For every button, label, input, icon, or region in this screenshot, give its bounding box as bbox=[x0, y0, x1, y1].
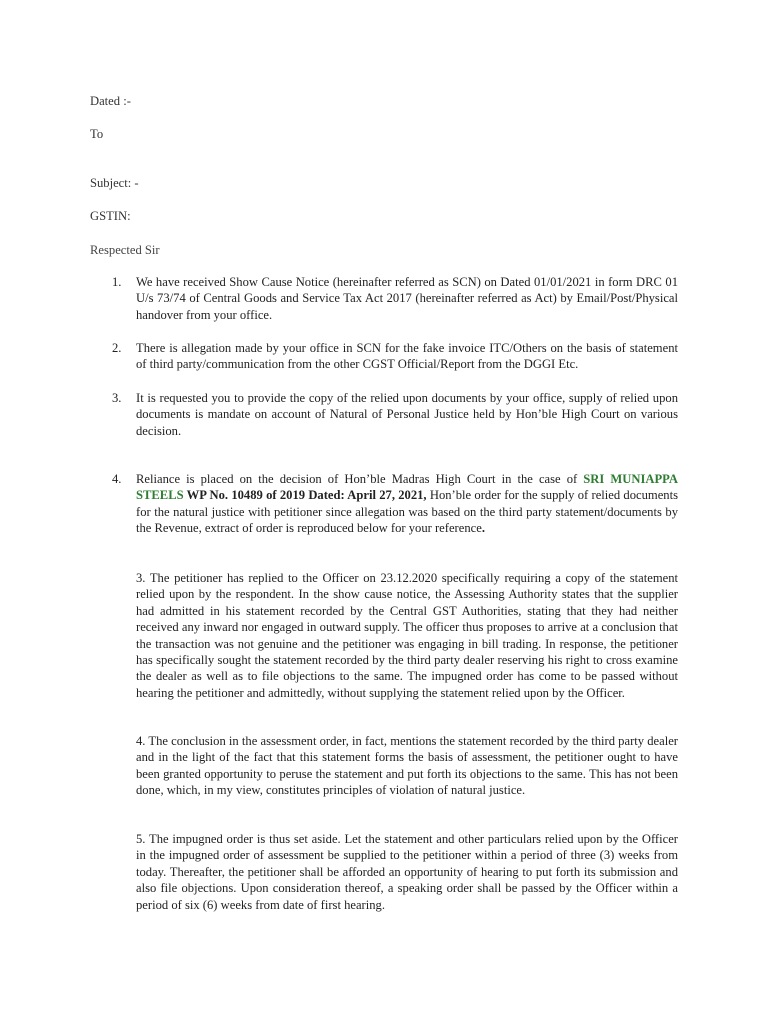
extract-paragraph-5: 5. The impugned order is thus set aside. Let the statement and other particulars relied upon by the Officer in the impugned order of assessment be supplied to the petitioner within a period of three (3) weeks from today. Thereafter, the petitioner shall be afforded an opportunity of hearing to put forth its submission and also file objections. Upon consideration thereof, a speaking order shall be passed by the Officer within a period of six (6) weeks from date of first hearing. bbox=[136, 832, 678, 912]
to-label: To bbox=[90, 127, 104, 141]
extract-paragraph-4: 4. The conclusion in the assessment order, in fact, mentions the statement recorded by the third party dealer and in the light of the fact that this statement forms the basis of assessment, the petitioner ought to have been granted opportunity to peruse the statement and put forth its objections to the same. This has not been done, which, in my view, constitutes principles of violation of natural justice. bbox=[136, 734, 678, 798]
point-2 bbox=[112, 340, 678, 373]
dated-label: Dated :- bbox=[90, 94, 131, 108]
point-text-lead: Reliance is placed on the decision of Hon’ble Madras High Court in the case of bbox=[136, 472, 584, 486]
point-number: 3. bbox=[112, 391, 122, 405]
point-text: It is requested you to provide the copy of the relied upon documents by your office, supply of relied upon documents is mandate on account of Natural of Personal Justice held by Hon’ble High Court on various decision. bbox=[136, 391, 678, 438]
point-3 bbox=[112, 390, 678, 439]
point-end-mark: . bbox=[481, 521, 485, 536]
point-1 bbox=[112, 274, 678, 323]
point-number: 1. bbox=[112, 275, 122, 289]
point-text-rest: Hon’ble order for the supply of relied documents for the natural justice with petitioner since allegation was based on the third party statement/documents by the Revenue, extract of order is reproduced below for your reference bbox=[136, 488, 678, 536]
salutation: Respected Sir bbox=[90, 243, 160, 257]
point-text bbox=[136, 471, 678, 537]
point-text: There is allegation made by your office in SCN for the fake invoice ITC/Others on the basis of statement of third party/communication from the other CGST Official/Report from the DGGI Etc. bbox=[136, 341, 678, 372]
point-number: 2. bbox=[112, 341, 122, 355]
gstin-label: GSTIN: bbox=[90, 209, 131, 223]
subject-label: Subject: - bbox=[90, 176, 139, 190]
point-text: We have received Show Cause Notice (hereinafter referred as SCN) on Dated 01/01/2021 in form DRC 01 U/s 73/74 of Central Goods and Service Tax Act 2017 (hereinafter referred as Act) by Email/Post/Physical handover from your office. bbox=[136, 275, 678, 322]
point-number: 4. bbox=[112, 472, 122, 486]
case-name: SRI MUNIAPPA STEELS bbox=[136, 472, 678, 503]
point-4 bbox=[112, 471, 678, 537]
case-reference: WP No. 10489 of 2019 Dated: April 27, 2021, bbox=[183, 488, 427, 503]
extract-paragraph-3: 3. The petitioner has replied to the Officer on 23.12.2020 specifically requiring a copy of the statement relied upon by the respondent. In the show cause notice, the Assessing Authority states that the supplier had admitted in his statement recorded by the Central GST Authorities, stating that they had neither received any inward nor engaged in outward supply. The officer thus proposes to arrive at a conclusion that the transaction was not genuine and the petitioner was engaging in bill trading. In response, the petitioner has specifically sought the statement recorded by the third party dealer reserving his right to cross examine the dealer as well as to file objections to the same. The impugned order has come to be passed without hearing the petitioner and admittedly, without supplying the statement relied upon by the Officer. bbox=[136, 571, 678, 700]
